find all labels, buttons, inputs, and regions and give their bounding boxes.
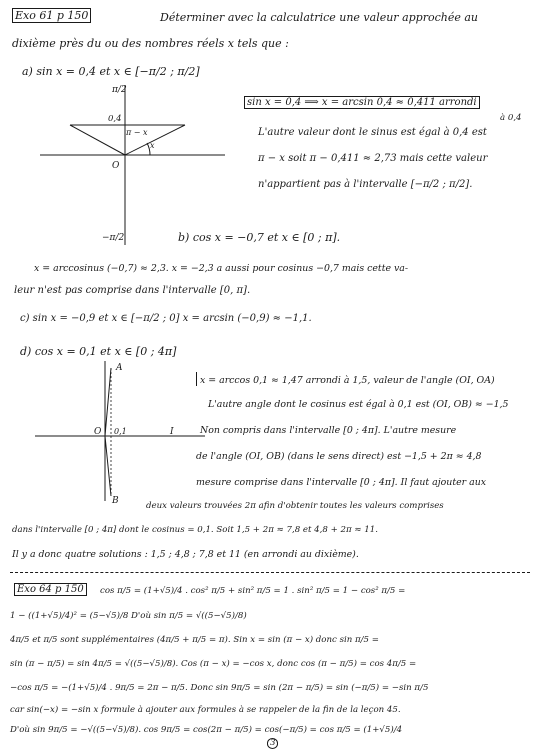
part-d-line-6: deux valeurs trouvées 2π afin d'obtenir toutes les valeurs comprises [146,501,444,511]
part-b-line-2: leur n'est pas comprise dans l'intervalle [0, π]. [14,285,251,296]
figure-d-unit-circle [30,356,210,506]
part-a-line-1: sin x = 0,4 ⟹ x = arcsin 0,4 ≈ 0,411 arrondi [244,98,480,108]
page-number: 3 [267,738,278,749]
figure-d-label-i: I [170,427,174,437]
figure-a-value-label: 0,4 [108,114,122,124]
part-a-statement: a) sin x = 0,4 et x ∈ [−π/2 ; π/2] [22,65,200,78]
figure-d-ray-a [105,368,111,436]
figure-a-unit-circle [30,80,230,250]
figure-a-pi-minus-x-label: π − x [126,128,148,137]
figure-d-label-b: B [112,496,119,506]
part-b-statement: b) cos x = −0,7 et x ∈ [0 ; π]. [178,231,341,244]
exercise-64-line-2: 1 − ((1+√5)/4)² = (5−√5)/8 D'où sin π/5 = √((5−√5)/8) [10,611,247,621]
part-d-line-7: dans l'intervalle [0 ; 4π] dont le cosinus = 0,1. Soit 1,5 + 2π ≈ 7,8 et 4,8 + 2π ≈ 11. [12,525,378,535]
part-d-line-8: Il y a donc quatre solutions : 1,5 ; 4,8 ; 7,8 et 11 (en arrondi au dixième). [12,549,359,560]
section-separator [10,572,530,573]
part-c-line: c) sin x = −0,9 et x ∈ [−π/2 ; 0] x = arcsin (−0,9) ≈ −1,1. [20,313,312,324]
exercise-64-line-1: cos π/5 = (1+√5)/4 . cos² π/5 + sin² π/5 = 1 . sin² π/5 = 1 − cos² π/5 = [100,586,406,596]
exercise-64-line-3: 4π/5 et π/5 sont supplémentaires (4π/5 + π/5 = π). Sin x = sin (π − x) donc sin π/5 = [10,635,379,645]
exercise-64-line-5: −cos π/5 = −(1+√5)/4 . 9π/5 = 2π − π/5. Donc sin 9π/5 = sin (2π − π/5) = sin (−π/5) = −sin π/5 [10,683,429,693]
part-a-line-4: π − x soit π − 0,411 ≈ 2,73 mais cette valeur [258,153,488,164]
exercise-61-intro-1: Déterminer avec la calculatrice une valeur approchée au [160,11,478,24]
exercise-61-intro-2: dixième près du ou des nombres réels x tels que : [12,37,289,50]
part-d-line-1: x = arccos 0,1 ≈ 1,47 arrondi à 1,5, valeur de l'angle (OI, OA) [200,375,495,386]
part-b-line-1: x = arccosinus (−0,7) ≈ 2,3. x = −2,3 a aussi pour cosinus −0,7 mais cette va- [34,263,409,274]
figure-a-ray-left [70,125,125,155]
figure-a-bottom-label: −π/2 [102,233,125,243]
part-a-line-2: à 0,4 [500,113,522,123]
figure-d-label-a: A [116,363,123,373]
exercise-64-line-7: D'où sin 9π/5 = −√((5−√5)/8). cos 9π/5 = cos(2π − π/5) = cos(−π/5) = cos π/5 = (1+√5)/4 [10,725,403,735]
part-d-line-5: mesure comprise dans l'intervalle [0 ; 4π]. Il faut ajouter aux [196,477,487,488]
exercise-64-line-4: sin (π − π/5) = sin 4π/5 = √((5−√5)/8). Cos (π − x) = −cos x, donc cos (π − π/5) = cos 4π/5 = [10,659,417,669]
figure-d-label-o: O [94,427,102,437]
figure-d-label-value: 0,1 [114,427,127,436]
part-a-line-5: n'appartient pas à l'intervalle [−π/2 ; π/2]. [258,179,473,190]
exercise-64-line-6: car sin(−x) = −sin x formule à ajouter aux formules à se rappeler de la fin de la leçon 45. [10,705,401,715]
figure-d-ray-b [105,436,111,496]
figure-a-top-label: π/2 [112,85,127,95]
exercise-64-heading: Exo 64 p 150 [14,585,87,595]
part-d-line-2: L'autre angle dont le cosinus est égal à 0,1 est (OI, OB) ≈ −1,5 [208,399,509,410]
part-d-box-marker [196,372,197,386]
part-d-line-4: de l'angle (OI, OB) (dans le sens direct) est −1,5 + 2π ≈ 4,8 [196,451,482,462]
figure-a-x-label: x [150,141,155,150]
figure-a-origin-label: O [112,161,120,171]
exercise-61-heading: Exo 61 p 150 [12,10,91,21]
part-a-line-3: L'autre valeur dont le sinus est égal à 0,4 est [258,127,487,138]
part-d-statement: d) cos x = 0,1 et x ∈ [0 ; 4π] [20,345,177,358]
part-d-line-3: Non compris dans l'intervalle [0 ; 4π]. L'autre mesure [200,425,457,436]
